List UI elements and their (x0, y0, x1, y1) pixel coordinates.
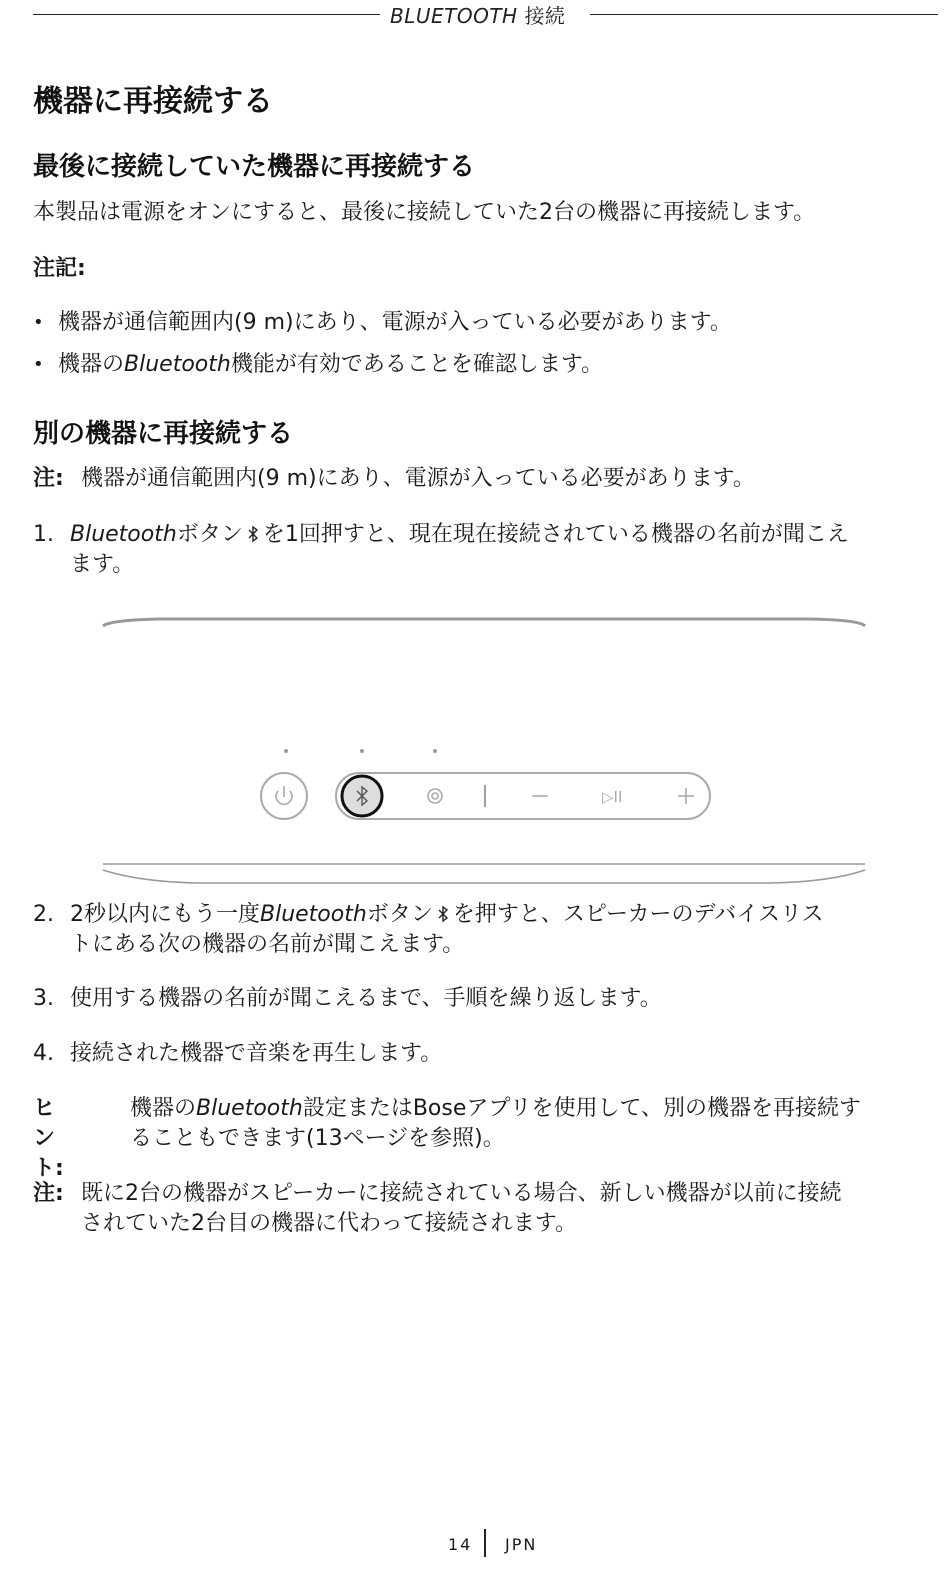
bullet-dot: • (33, 354, 44, 375)
step-number: 1. (33, 522, 54, 547)
footer-divider (484, 1529, 486, 1557)
header-rule-left (33, 14, 380, 15)
heading-last-device: 最後に接続していた機器に再接続する (33, 152, 476, 182)
step-text: 接続された機器で音楽を再生します。 (70, 1041, 443, 1066)
page-number: 14 (448, 1535, 473, 1554)
play-pause-icon: ▷II (602, 788, 623, 806)
control-panel (336, 773, 710, 819)
step-number: 3. (33, 986, 54, 1011)
step-number: 2. (33, 902, 54, 927)
header-title: BLUETOOTH 接続 (390, 4, 566, 28)
bullet-dot: • (33, 312, 44, 333)
indicator-light (360, 749, 364, 753)
note-label: 注記: (33, 256, 86, 281)
speaker-top-edge (103, 619, 865, 626)
section-title: 機器に再接続する (33, 84, 273, 119)
bluetooth-icon (437, 905, 449, 923)
step-text: 使用する機器の名前が聞こえるまで、手順を繰り返します。 (70, 986, 662, 1011)
bullet-text: 機器が通信範囲内(9 m)にあり、電源が入っている必要があります。 (58, 310, 732, 335)
note-text: 既に2台の機器がスピーカーに接続されている場合、新しい機器が以前に接続 されていた2台目の機器に代わって接続されます。 (81, 1181, 842, 1236)
note-label: 注: (33, 466, 64, 491)
step-number: 4. (33, 1041, 54, 1066)
indicator-light (284, 749, 288, 753)
language-code: JPN (505, 1535, 538, 1554)
bullet-text: 機器のBluetooth機能が有効であることを確認します。 (58, 352, 604, 377)
heading-other-device: 別の機器に再接続する (33, 419, 294, 449)
hint-text: 機器のBluetooth設定またはBoseアプリを使用して、別の機器を再接続す ることもできます(13ページを参照)。 (130, 1096, 862, 1151)
note-text: 機器が通信範囲内(9 m)にあり、電源が入っている必要があります。 (81, 466, 755, 491)
step-text: Bluetoothボタン を1回押すと、現在現在接続されている機器の名前が聞こえ ます。 (70, 522, 849, 577)
body-last-device: 本製品は電源をオンにすると、最後に接続していた2台の機器に再接続します。 (33, 200, 816, 225)
speaker-base-edge (103, 870, 865, 883)
hint-label: ヒント: (33, 1096, 64, 1181)
header-rule-right (590, 14, 938, 15)
step-text: 2秒以内にもう一度Bluetoothボタン を押すと、スピーカーのデバイスリス トにある次の機器の名前が聞こえます。 (70, 902, 824, 957)
indicator-light (433, 749, 437, 753)
bluetooth-icon (247, 525, 259, 543)
note-label: 注: (33, 1181, 64, 1206)
speaker-illustration (100, 612, 870, 887)
